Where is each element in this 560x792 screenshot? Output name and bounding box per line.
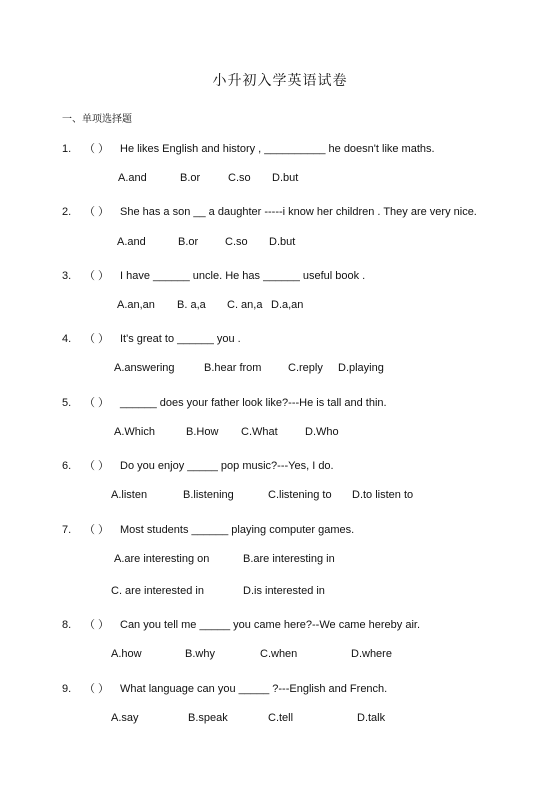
option-d: D.playing xyxy=(338,362,384,374)
question-5 xyxy=(62,394,387,410)
option-b: B.speak xyxy=(188,712,228,724)
question-number: 7. xyxy=(62,524,72,536)
option-b: B.hear from xyxy=(204,362,262,374)
option-d: D.talk xyxy=(357,712,386,724)
question-number: 6. xyxy=(62,460,72,472)
option-b: B.How xyxy=(186,426,219,438)
option-c: C.so xyxy=(225,236,248,248)
question-number: 3. xyxy=(62,270,72,282)
page-title: 小升初入学英语试卷 xyxy=(212,73,348,89)
answer-blank: （ ） xyxy=(84,683,110,695)
question-number: 4. xyxy=(62,333,72,345)
option-a: A.and xyxy=(117,236,146,248)
question-text: ______ does your father look like?---He is tall and thin. xyxy=(120,397,387,409)
section-heading: 一、单项选择题 xyxy=(62,114,132,125)
option-d: D.to listen to xyxy=(352,489,414,501)
question-6 xyxy=(62,457,334,473)
option-b: B.or xyxy=(180,172,201,184)
question-text: I have ______ uncle. He has ______ useful book . xyxy=(120,270,366,282)
question-text: Do you enjoy _____ pop music?---Yes, I do. xyxy=(120,460,334,472)
option-c: C.reply xyxy=(288,362,323,374)
option-d: D.a,an xyxy=(271,299,304,311)
option-a: A.an,an xyxy=(117,299,155,311)
option-a: A.are interesting on xyxy=(114,553,210,565)
question-number: 5. xyxy=(62,397,72,409)
option-c: C.listening to xyxy=(268,489,332,501)
answer-blank: （ ） xyxy=(84,206,110,218)
question-1 xyxy=(62,140,435,156)
question-number: 8. xyxy=(62,619,72,631)
question-number: 2. xyxy=(62,206,72,218)
option-a: A.answering xyxy=(114,362,175,374)
question-text: What language can you _____ ?---English and French. xyxy=(120,683,388,695)
answer-blank: （ ） xyxy=(84,143,110,155)
option-a: A.listen xyxy=(111,489,148,501)
answer-blank: （ ） xyxy=(84,524,110,536)
question-2 xyxy=(62,203,477,219)
question-text: It's great to ______ you . xyxy=(120,333,241,345)
question-number: 9. xyxy=(62,683,72,695)
question-text: He likes English and history , __________ he doesn't like maths. xyxy=(120,143,435,155)
question-text: Can you tell me _____ you came here?--We came hereby air. xyxy=(120,619,421,631)
answer-blank: （ ） xyxy=(84,619,110,631)
question-7 xyxy=(62,521,354,537)
question-text: Most students ______ playing computer games. xyxy=(120,524,355,536)
option-a: A.how xyxy=(111,648,142,660)
option-a: A.say xyxy=(111,712,139,724)
question-text: She has a son __ a daughter -----i know her children . They are very nice. xyxy=(120,206,477,218)
option-c: C.tell xyxy=(268,712,294,724)
option-c: C.What xyxy=(241,426,278,438)
option-d: D.but xyxy=(269,236,296,248)
option-b: B.are interesting in xyxy=(243,553,335,565)
option-d: D.is interested in xyxy=(243,585,325,597)
question-9 xyxy=(62,680,387,696)
option-b: B. a,a xyxy=(177,299,206,311)
question-3 xyxy=(62,267,365,283)
option-d: D.but xyxy=(272,172,299,184)
question-4 xyxy=(62,330,241,346)
option-c: C.when xyxy=(260,648,298,660)
option-d: D.where xyxy=(351,648,392,660)
option-b: B.listening xyxy=(183,489,234,501)
option-c: C. an,a xyxy=(227,299,263,311)
option-d: D.Who xyxy=(305,426,339,438)
option-a: A.and xyxy=(118,172,147,184)
answer-blank: （ ） xyxy=(84,397,110,409)
option-c: C.so xyxy=(228,172,251,184)
option-c: C. are interested in xyxy=(111,585,204,597)
option-a: A.Which xyxy=(114,426,155,438)
answer-blank: （ ） xyxy=(84,270,110,282)
answer-blank: （ ） xyxy=(84,460,110,472)
option-b: B.or xyxy=(178,236,199,248)
answer-blank: （ ） xyxy=(84,333,110,345)
question-number: 1. xyxy=(62,143,72,155)
question-8 xyxy=(62,616,420,632)
option-b: B.why xyxy=(185,648,215,660)
